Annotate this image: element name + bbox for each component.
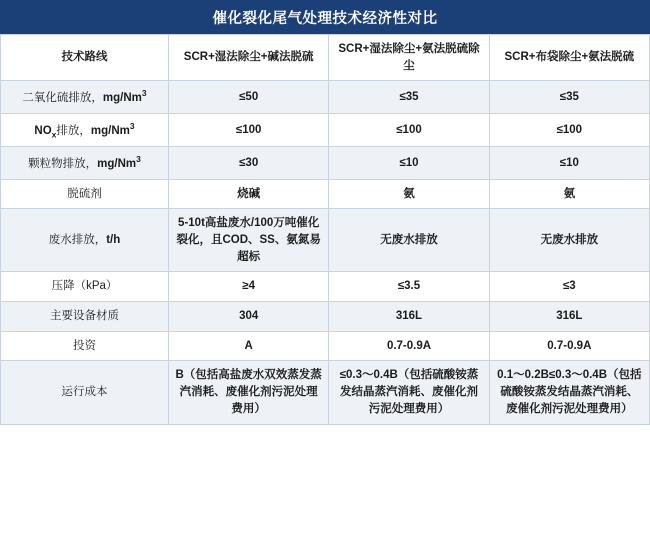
cell-operating-cost-3: 0.1～0.2B≤0.3～0.4B（包括硫酸铵蒸发结晶蒸汽消耗、废催化剂污泥处理费用） <box>489 361 649 424</box>
table-row <box>1 302 650 332</box>
table-row <box>1 331 650 361</box>
cell-investment-3: 0.7-0.9A <box>489 331 649 361</box>
cell-particulate-2: ≤10 <box>329 147 489 180</box>
table-row <box>1 209 650 272</box>
row-label-particulate: 颗粒物排放，mg/Nm$^3$ <box>1 147 169 180</box>
cell-wastewater-2: 无废水排放 <box>329 209 489 272</box>
cell-nox-2: ≤100 <box>329 113 489 146</box>
cell-desulfurizer-2: 氨 <box>329 179 489 209</box>
cell-desulfurizer-1: 烧碱 <box>169 179 329 209</box>
row-label-nox: $NO_x$排放，mg/Nm$^3$ <box>1 113 169 146</box>
cell-investment-1: A <box>169 331 329 361</box>
cell-nox-3: ≤100 <box>489 113 649 146</box>
cell-material-3: 316L <box>489 302 649 332</box>
table-row <box>1 179 650 209</box>
row-label-wastewater: 废水排放，t/h <box>1 209 169 272</box>
page-title: 催化裂化尾气处理技术经济性对比 <box>0 0 650 34</box>
cell-so2-3: ≤35 <box>489 81 649 114</box>
cell-desulfurizer-3: 氨 <box>489 179 649 209</box>
table-row <box>1 113 650 146</box>
row-label-material: 主要设备材质 <box>1 302 169 332</box>
table-row <box>1 81 650 114</box>
cell-so2-2: ≤35 <box>329 81 489 114</box>
cell-pressure-drop-2: ≤3.5 <box>329 272 489 302</box>
row-label-investment: 投资 <box>1 331 169 361</box>
table-header-row <box>1 35 650 81</box>
cell-wastewater-3: 无废水排放 <box>489 209 649 272</box>
cell-material-2: 316L <box>329 302 489 332</box>
cell-particulate-1: ≤30 <box>169 147 329 180</box>
table-row <box>1 147 650 180</box>
header-cell-option-1: SCR+湿法除尘+碱法脱硫 <box>169 35 329 81</box>
table-row <box>1 361 650 424</box>
cell-particulate-3: ≤10 <box>489 147 649 180</box>
cell-pressure-drop-3: ≤3 <box>489 272 649 302</box>
row-label-operating-cost: 运行成本 <box>1 361 169 424</box>
cell-operating-cost-1: B（包括高盐废水双效蒸发蒸汽消耗、废催化剂污泥处理费用） <box>169 361 329 424</box>
cell-pressure-drop-1: ≥4 <box>169 272 329 302</box>
header-cell-route: 技术路线 <box>1 35 169 81</box>
cell-so2-1: ≤50 <box>169 81 329 114</box>
row-label-desulfurizer: 脱硫剂 <box>1 179 169 209</box>
cell-nox-1: ≤100 <box>169 113 329 146</box>
technology-comparison-table <box>0 34 650 425</box>
cell-wastewater-1: 5-10t高盐废水/100万吨催化裂化，且COD、SS、氨氮易超标 <box>169 209 329 272</box>
row-label-so2: 二氧化硫排放，mg/Nm$^3$ <box>1 81 169 114</box>
cell-investment-2: 0.7-0.9A <box>329 331 489 361</box>
cell-material-1: 304 <box>169 302 329 332</box>
cell-operating-cost-2: ≤0.3～0.4B（包括硫酸铵蒸发结晶蒸汽消耗、废催化剂污泥处理费用） <box>329 361 489 424</box>
table-row <box>1 272 650 302</box>
row-label-pressure-drop: 压降（kPa） <box>1 272 169 302</box>
header-cell-option-2: SCR+湿法除尘+氨法脱硫除尘 <box>329 35 489 81</box>
header-cell-option-3: SCR+布袋除尘+氨法脱硫 <box>489 35 649 81</box>
